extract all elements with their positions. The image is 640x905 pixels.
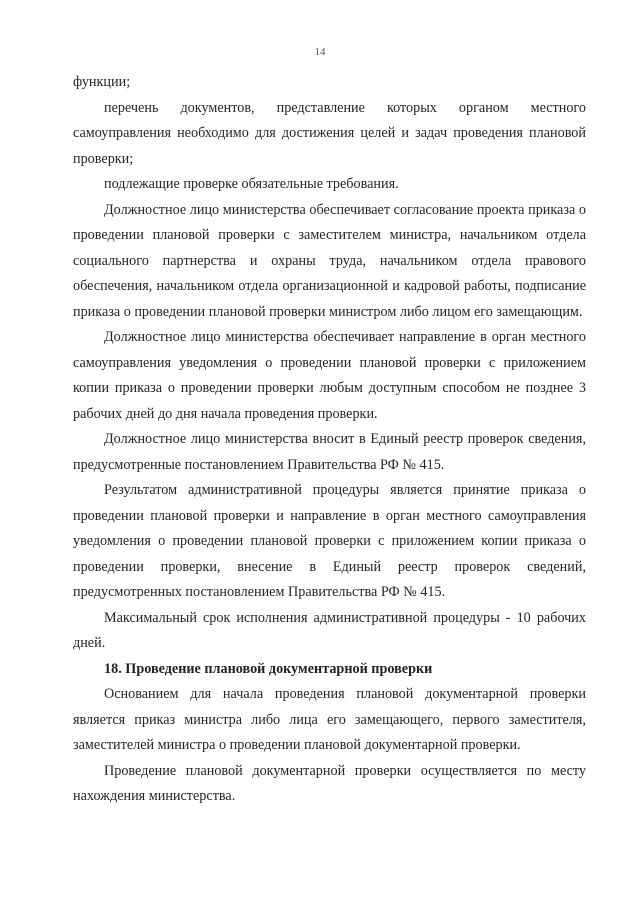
paragraph-order-approval: Должностное лицо министерства обеспечивает согласование проекта приказа о проведении плановой проверки с заместителем министра, начальником отдела социального партнерства и охраны труда, начальником отдела правового обеспечения, начальником отдела организационной и кадровой работы, подписание приказа о проведении плановой проверки министром либо лицом его замещающим. [73, 201, 586, 320]
paragraph-register-entry: Должностное лицо министерства вносит в Единый реестр проверок сведения, предусмотренные постановлением Правительства РФ № 415. [73, 431, 586, 473]
paragraph-requirements: подлежащие проверке обязательные требования. [104, 176, 399, 192]
paragraph-inspection-location: Проведение плановой документарной проверки осуществляется по месту нахождения министерства. [73, 762, 586, 804]
document-body [73, 70, 586, 810]
paragraph-procedure-result: Результатом административной процедуры является принятие приказа о проведении плановой проверки и направление в орган местного самоуправления уведомления о проведении плановой проверки с приложением копии приказа о проведении проверки, внесение в Единый реестр проверок сведений, предусмотренных постановлением Правительства РФ № 415. [73, 482, 586, 600]
page-number: 14 [314, 46, 326, 58]
paragraph-max-duration: Максимальный срок исполнения административной процедуры - 10 рабочих дней. [73, 609, 586, 651]
paragraph-documents-list: перечень документов, представление которых органом местного самоуправления необходимо для достижения целей и задач проведения плановой проверки; [73, 99, 586, 167]
paragraph-notification: Должностное лицо министерства обеспечивает направление в орган местного самоуправления уведомления о проведении плановой проверки с приложением копии приказа о проведении проверки любым доступным способом не позднее 3 рабочих дней до дня начала проведения проверки. [73, 329, 586, 422]
paragraph-functions: функции; [73, 74, 131, 90]
paragraph-inspection-basis: Основанием для начала проведения плановой документарной проверки является приказ министра либо лица его замещающего, первого заместителя, заместителей министра о проведении плановой документарной проверки. [73, 686, 586, 753]
section-heading: 18. Проведение плановой документарной проверки [104, 660, 433, 677]
